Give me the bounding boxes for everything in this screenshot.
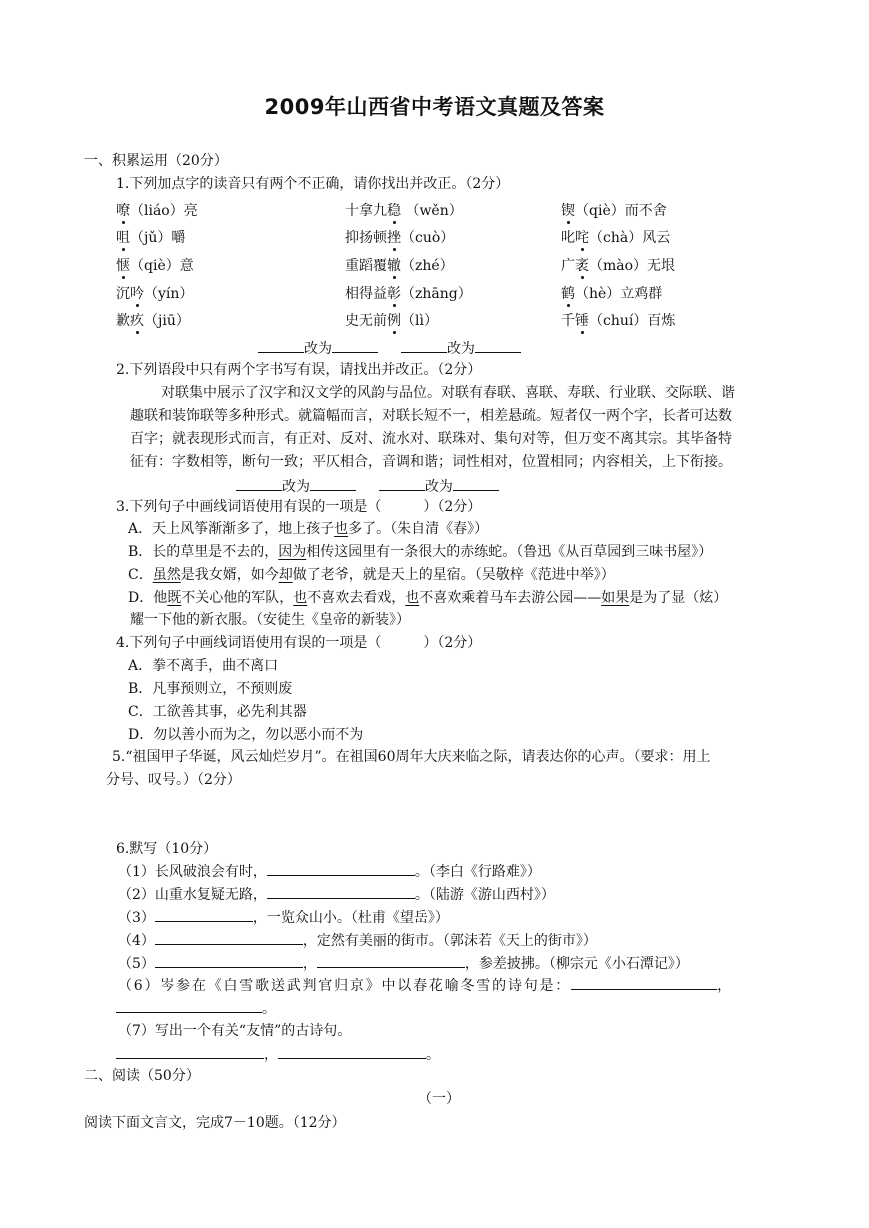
- question-3-stem: 3.下列句子中画线词语使用有误的一项是（ ）（2分）: [116, 499, 482, 515]
- pronunciation-item: 沉吟（yín）: [116, 286, 194, 302]
- dotted-character: 挫: [387, 230, 401, 246]
- recitation-item-3: （3） ，一览众山小。（杜甫《望岳》）: [118, 906, 449, 929]
- pronunciation-item: 惬（qiè）意: [116, 258, 194, 274]
- passage-line: 征有：字数相等，断句一致；平仄相合，音调和谐；词性相对，位置相同；内容相关，上下衔接。: [130, 454, 732, 470]
- option-a: A．拳不离手，曲不离口: [128, 658, 279, 674]
- answer-blank[interactable]: [258, 337, 304, 353]
- option-c: C．工欲善其事，必先利其器: [128, 704, 307, 720]
- recitation-item-7-answer: ， 。: [116, 1043, 440, 1066]
- passage-line: 趣联和装饰联等多种形式。就篇幅而言，对联长短不一，相差悬疏。短者仅一两个字，长者可达数: [130, 408, 732, 424]
- recitation-item-4: （4） ，定然有美丽的街市。（郭沫若《天上的街市》）: [118, 929, 597, 952]
- answer-blank[interactable]: [155, 906, 253, 922]
- dotted-character: 嘹: [116, 203, 130, 219]
- pronunciation-item: 鹤（hè）立鸡群: [561, 286, 663, 302]
- dotted-character: 疚: [130, 313, 144, 329]
- answer-blank[interactable]: [155, 929, 303, 945]
- answer-blank[interactable]: [155, 952, 303, 968]
- pronunciation-item: 相得益彰（zhāng）: [345, 286, 472, 302]
- pronunciation-item: 抑扬顿挫（cuò）: [345, 230, 455, 246]
- question-4-stem: 4.下列句子中画线词语使用有误的一项是（ ）（2分）: [116, 635, 482, 651]
- question-5-stem: 5.“祖国甲子华诞，风云灿烂岁月”。在祖国60周年大庆来临之际，请表达你的心声。（要求：用上: [112, 749, 711, 765]
- pronunciation-item: 十拿九稳 （wěn）: [345, 203, 463, 219]
- answer-blank[interactable]: [317, 952, 465, 968]
- pronunciation-item: 千锤（chuí）百炼: [561, 313, 676, 329]
- pronunciation-item: 广袤（mào）无垠: [561, 258, 676, 274]
- answer-blank[interactable]: [267, 860, 415, 876]
- answer-blank[interactable]: [116, 1043, 264, 1059]
- option-b: B．长的草里是不去的，因为相传这园里有一条很大的赤练蛇。（鲁迅《从百草园到三味书屋》）: [128, 544, 713, 560]
- answer-blank[interactable]: [571, 974, 717, 990]
- dotted-character: 锲: [561, 203, 575, 219]
- answer-blank[interactable]: [453, 475, 499, 491]
- pronunciation-item: 重蹈覆辙（zhé）: [345, 258, 454, 274]
- answer-blank[interactable]: [310, 475, 356, 491]
- pronunciation-item: 锲（qiè）而不舍: [561, 203, 667, 219]
- answer-blank[interactable]: [332, 337, 378, 353]
- dotted-character: 例: [387, 313, 401, 329]
- answer-blank[interactable]: [116, 997, 262, 1013]
- answer-blank[interactable]: [278, 1043, 426, 1059]
- recitation-item-5: （5） ， ，参差披拂。（柳宗元《小石潭记》）: [118, 952, 689, 975]
- dotted-character: 咀: [116, 230, 130, 246]
- recitation-item-2: （2）山重水复疑无路， 。（陆游《游山西村》）: [118, 883, 555, 906]
- pronunciation-item: 叱咤（chà）风云: [561, 230, 671, 246]
- question-2-stem: 2.下列语段中只有两个字书写有误，请找出并改正。（2分）: [116, 362, 482, 378]
- passage-line: 百字；就表现形式而言，有正对、反对、流水对、联珠对、集句对等，但万变不离其宗。其毕备特: [130, 431, 732, 447]
- question-6-stem: 6.默写（10分）: [116, 841, 218, 857]
- recitation-item-6: （6）岑参在《白雪歌送武判官归京》中以春花喻冬雪的诗句是： ，: [118, 974, 733, 997]
- dotted-character: 鹤: [561, 286, 575, 302]
- recitation-item-6-continued: 。: [116, 997, 276, 1020]
- dotted-character: 袤: [575, 258, 589, 274]
- section-heading: 一、积累运用（20分）: [84, 153, 228, 169]
- dotted-character: 锤: [575, 313, 589, 329]
- option-d: D．他既不关心他的军队，也不喜欢去看戏，也不喜欢乘着马车去游公园——如果是为了显（炫）: [128, 590, 728, 606]
- dotted-character: 彰: [387, 286, 401, 302]
- option-b: B．凡事预则立，不预则废: [128, 681, 293, 697]
- option-d: D．勿以善小而为之，勿以恶小而不为: [128, 727, 364, 743]
- page-title: 2009年山西省中考语文真题及答案: [264, 95, 605, 119]
- dotted-character: 惬: [116, 258, 130, 274]
- answer-blank[interactable]: [379, 475, 425, 491]
- dotted-character: 咤: [575, 230, 589, 246]
- question-5-stem-continued: 分号、叹号。）（2分）: [106, 772, 241, 788]
- question-2-answer-line: 改为 改为: [236, 475, 499, 498]
- dotted-character: 辙: [387, 258, 401, 274]
- pronunciation-item: 史无前例（lì）: [345, 313, 438, 329]
- part-heading: （一）: [418, 1091, 460, 1107]
- question-1-answer-line: 改为 改为: [258, 337, 521, 360]
- answer-blank[interactable]: [236, 475, 282, 491]
- dotted-character: 吟: [130, 286, 144, 302]
- passage-line: 对联集中展示了汉字和汉文学的风韵与品位。对联有春联、喜联、寿联、行业联、交际联、谐: [161, 385, 735, 401]
- answer-blank[interactable]: [267, 883, 415, 899]
- pronunciation-item: 嘹（liáo）亮: [116, 203, 198, 219]
- section-heading: 二、阅读（50分）: [84, 1068, 200, 1084]
- reading-instruction: 阅读下面文言文，完成7－10题。（12分）: [84, 1115, 346, 1131]
- option-a: A．天上风筝渐渐多了，地上孩子也多了。（朱自清《春》）: [128, 521, 489, 537]
- recitation-item-7: （7）写出一个有关“友情”的古诗句。: [118, 1023, 352, 1039]
- answer-blank[interactable]: [401, 337, 447, 353]
- option-c: C．虽然是我女婿，如今却做了老爷，就是天上的星宿。（吴敬梓《范进中举》）: [128, 567, 615, 583]
- question-1-stem: 1.下列加点字的读音只有两个不正确，请你找出并改正。（2分）: [116, 176, 510, 192]
- option-d-continued: 耀一下他的新衣服。（安徒生《皇帝的新装》）: [130, 612, 410, 628]
- recitation-item-1: （1）长风破浪会有时， 。（李白《行路难》）: [118, 860, 541, 883]
- answer-blank[interactable]: [475, 337, 521, 353]
- dotted-character: 稳: [387, 203, 401, 219]
- pronunciation-item: 歉疚（jiū）: [116, 313, 190, 329]
- pronunciation-item: 咀（jǔ）嚼: [116, 230, 186, 246]
